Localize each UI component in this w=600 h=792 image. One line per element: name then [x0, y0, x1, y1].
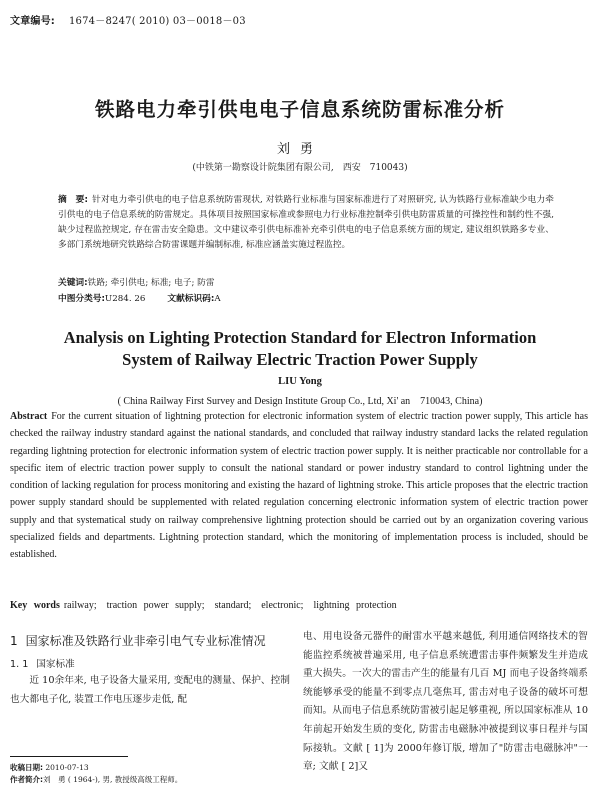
section-1-1-number: 1. 1 — [10, 659, 29, 670]
footnote-divider — [10, 756, 128, 757]
body-column-left — [10, 632, 290, 709]
title-english-line2: System of Railway Electric Traction Power Supply — [122, 350, 478, 369]
section-1-1-title: 国家标准 — [36, 659, 75, 670]
received-date-label: 收稿日期: — [10, 763, 43, 772]
article-number-label: 文章编号: — [10, 16, 55, 27]
article-number — [10, 12, 246, 27]
title-chinese: 铁路电力牵引供电电子信息系统防雷标准分析 — [94, 98, 505, 121]
abstract-english — [10, 408, 588, 564]
abstract-english-text: For the current situation of lightning protection for electronic information system of electric traction power supply, This article has checked the railway industry standard against the national standards, and concluded that railway industry standard lacks the related regulation regarding lightning protection for electronic information system of electric traction power supply. It is neither practicable nor controllable for a specific item of electric traction power supply to consult the national standard or power industry standard to control lightning under the condition of lacking regulation for process monitoring and existing the hazard of lightning stroke. This article proposes that the electric traction power supply standard should be supplemented with related regulation concerning electronic information system of electric traction power supply and that systematical study on railway comprehensive lightning protection should be carried out by an organization covering various specialized fields and departments. Lightning protection standard, which the monitoring of implementation process is included, should be established. — [10, 411, 588, 561]
author-bio-value: 刘 勇 ( 1964-), 男, 教授级高级工程师。 — [43, 775, 183, 784]
received-date-value: 2010-07-13 — [45, 763, 89, 772]
abstract-chinese-text: 针对电力牵引供电的电子信息系统防雷现状, 对铁路行业标准与国家标准进行了对照研究, 认为铁路行业标准缺少电力牵引供电的电子信息系统的防雷规定。具体项目按照国家标准或参照电力行业标准控制牵引供电防雷质量的可操控性和制约性不强, 缺少过程监控规定, 存在雷击安全隐患。文中建议牵引供电标准补充牵引供电的电子信息系统方面的规定, 建议组织铁路多专业、多部门系统地研究铁路综合防雷课题并编制标准, 标准应涵盖实施过程监控。 — [58, 195, 554, 250]
section-1-number: 1 — [10, 634, 18, 648]
keywords-chinese-label: 关键词: — [58, 278, 88, 288]
section-1-heading — [10, 632, 290, 650]
keywords-english — [10, 598, 588, 614]
section-1-1-heading — [10, 656, 290, 670]
title-english — [0, 327, 600, 371]
author-bio-label: 作者简介: — [10, 775, 43, 784]
affiliation-english: ( China Railway First Survey and Design Institute Group Co., Ltd, Xi' an 710043, China) — [117, 396, 483, 407]
clc-label: 中图分类号: — [58, 294, 105, 304]
body-column-right — [303, 628, 588, 777]
abstract-english-label: Abstract — [10, 411, 48, 422]
keywords-chinese — [58, 276, 554, 291]
section-1-title: 国家标准及铁路行业非牵引电气专业标准情况 — [25, 634, 266, 648]
keywords-english-label: Key words — [10, 600, 60, 611]
received-date — [10, 762, 182, 774]
title-english-line1: Analysis on Lighting Protection Standard for Electron Information — [63, 328, 537, 347]
body-paragraph-left: 近 10余年来, 电子设备大量采用, 变配电的测量、保护、控制也大都电子化, 装置工作电压逐步走低, 配 — [10, 675, 290, 705]
author-bio — [10, 774, 182, 786]
doc-code-label: 文献标识码: — [167, 294, 215, 304]
author-chinese: 刘勇 — [276, 142, 323, 157]
body-paragraph-right: 电、用电设备元器件的耐雷水平越来越低, 利用通信网络技术的智能监控系统被普遍采用, 电子信息系统遭雷击事件频繁发生并造成重大损失。一次大的雷击产生的能量有几百 MJ 而电子设备终端系统能够承受的能量不到零点几毫焦耳, 雷击对电子设备的破坏可想而知。从而电子信息系统防雷被引起足够重视, 所以国家标准从 10年前起开始发生质的变化, 防雷击电磁脉冲被提到议事日程并与国际接轨。文献 [ 1]为 2000年修订版, 增加了"防雷击电磁脉冲"一章; 文献 [ 2]又 — [303, 631, 588, 773]
article-number-value: 1674－8247( 2010) 03－0018－03 — [69, 16, 246, 27]
affiliation-chinese: (中铁第一勘察设计院集团有限公司, 西安 710043) — [192, 163, 408, 173]
keywords-chinese-text: 铁路; 牵引供电; 标准; 电子; 防雷 — [87, 278, 215, 288]
abstract-chinese — [58, 193, 554, 253]
doc-code-value: A — [214, 294, 221, 304]
author-english: LIU Yong — [278, 376, 322, 387]
abstract-chinese-label: 摘 要: — [58, 195, 88, 205]
clc-value: U284. 26 — [104, 294, 146, 304]
footnotes — [10, 762, 182, 786]
keywords-english-text: railway; traction power supply; standard; electronic; lightning protection — [63, 600, 397, 611]
classification — [58, 292, 554, 307]
